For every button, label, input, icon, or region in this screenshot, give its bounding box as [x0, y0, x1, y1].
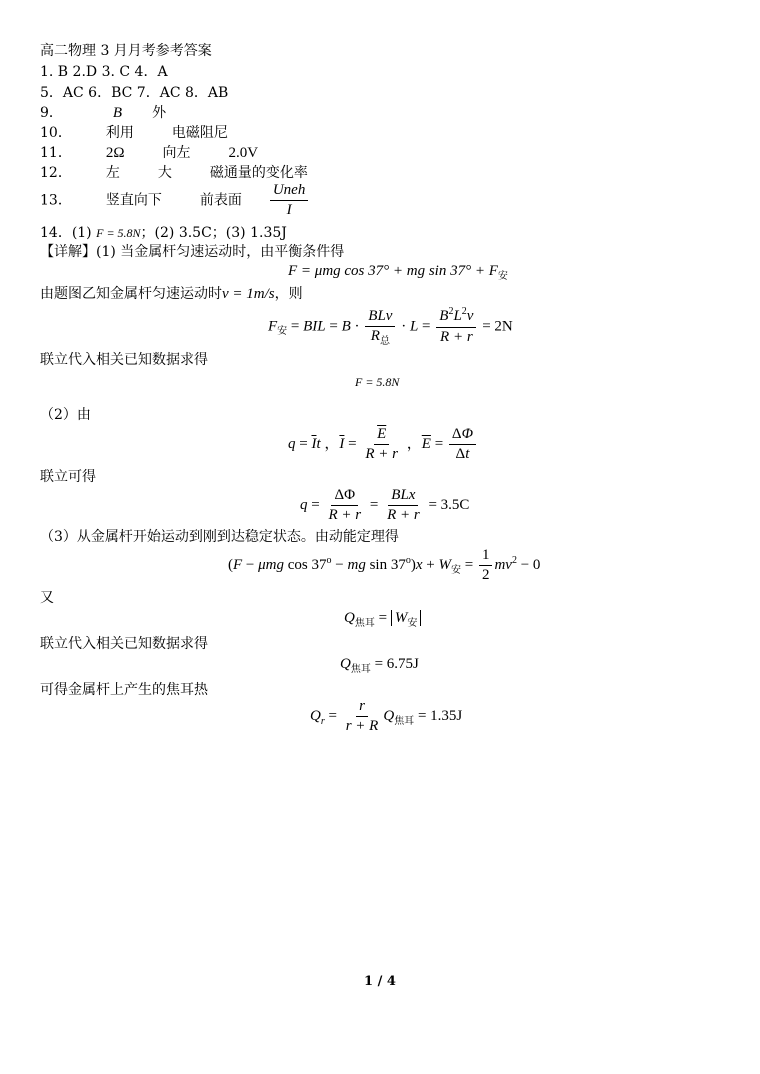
detail-heading: 【详解】(1) 当金属杆匀速运动时，由平衡条件得 [40, 244, 345, 260]
answer-q10: 10． 利用 电磁阻尼 [40, 125, 228, 141]
answers-row-1: 1. B 2.D 3. C 4．A [40, 64, 168, 80]
answer-q12: 12． 左 大 磁通量的变化率 [40, 165, 308, 181]
again-label: 又 [40, 590, 54, 606]
force-result: F = 5.8N [355, 375, 400, 389]
equation-joule-result: $Q_{焦耳} = 6.75J$ [340, 656, 419, 675]
answers-row-2: 5．AC 6．BC 7．AC 8．AB [40, 85, 229, 101]
answer-q9: 9． B 外 [40, 105, 167, 121]
answer-q14: 14．(1) F = 5.8N；(2) 3.5C；(3) 1.35J [40, 225, 287, 241]
combine-line-2: 联立可得 [40, 469, 96, 485]
equation-rod-heat: $Q_r$ = $\frac{r}{r + R}$ $Q_{焦耳} = 1.35J$ [310, 698, 463, 734]
equation-energy-theorem: (F − μmg $\cos 37^o$ − mg $\sin 37^o)x + W_安$ = $\frac{1}{2}$ $mv^2 - 0$ [228, 547, 541, 583]
page-number: 1 / 4 [364, 974, 396, 989]
equation-force-balance: F = μmg cos 37° + mg $\sin 37^\circ + F_安$ [288, 263, 508, 282]
answer-q13: 13． 竖直向下 前表面 $\frac{\text{Uneh}}{I}$ [40, 182, 310, 219]
part3-heading: （3）从金属杆开始运动到刚到达稳定状态。由动能定理得 [40, 529, 399, 545]
part2-heading: （2）由 [40, 407, 91, 423]
equation-joule-def: $Q_{焦耳} = W_安$ [344, 609, 421, 629]
velocity-line: 由题图乙知金属杆匀速运动时v = 1m/s，则 [40, 286, 303, 302]
combine-line-1: 联立代入相关已知数据求得 [40, 352, 208, 368]
final-line: 可得金属杆上产生的焦耳热 [40, 682, 208, 698]
equation-ampere-force: $F_安$ = BIL = B · $\frac{\text{BLv}}{R_总}$ · L = $\frac{B^2L^2v}{R + r}$ = 2N [268, 306, 513, 347]
page-title: 高二物理 3 月月考参考答案 [40, 43, 212, 59]
equation-charge-defs: $q = \overline{I}t$ ，$\overline{I}$ = $\frac{\overline{E}}{R + r}$ ，$\overline{E}$ = $\frac{\Delta\Phi}{\Delta t}$ [288, 426, 478, 463]
combine-line-3: 联立代入相关已知数据求得 [40, 636, 208, 652]
answer-q11: 11． 2Ω 向左 2.0V [40, 145, 259, 161]
equation-charge-result: q = $\frac{\Delta\Phi}{R + r}$ = $\frac{\text{BLx}}{R + r}$ = 3.5C [300, 487, 470, 523]
